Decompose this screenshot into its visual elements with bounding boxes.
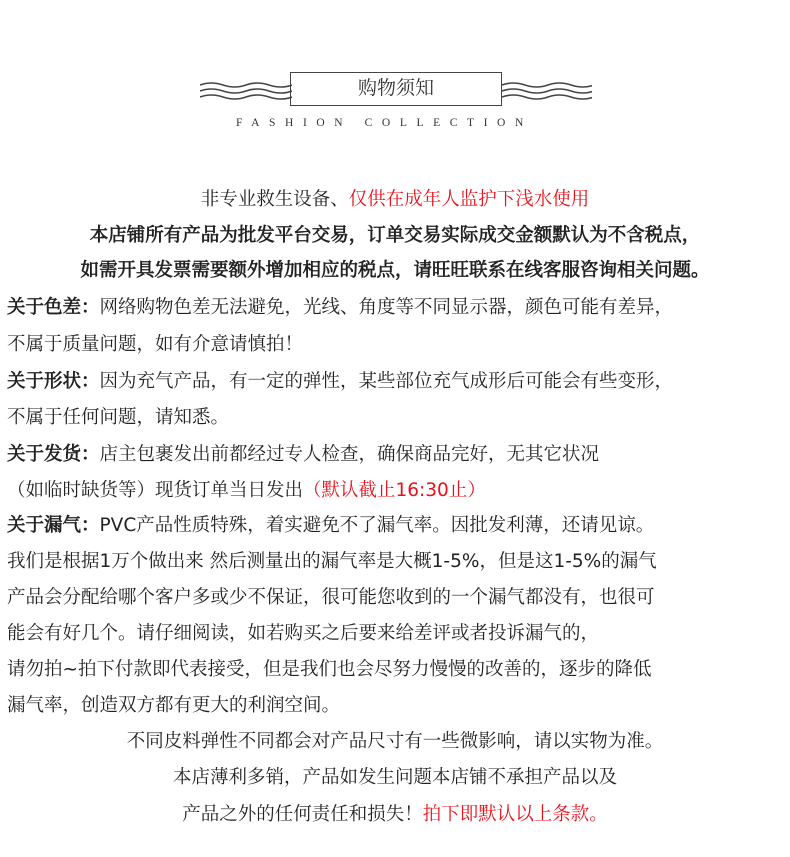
notice-heading: 如需开具发票需要额外增加相应的税点，请旺旺联系在线客服咨询相关问题。 (80, 260, 710, 281)
notice-heading: 关于漏气： (7, 515, 100, 536)
notice-highlight: （默认截止16:30止） (303, 480, 486, 501)
notice-highlight: 仅供在成年人监护下浅水使用 (348, 189, 590, 210)
notice-text: 我们是根据1万个做出来 然后测量出的漏气率是大概1-5%，但是这1-5%的漏气 (7, 551, 657, 572)
notice-text: 不同皮料弹性不同都会对产品尺寸有一些微影响，请以实物为准。 (126, 731, 664, 752)
left-wave-decoration (200, 80, 292, 104)
notice-line (0, 766, 790, 790)
notice-text: 漏气率，创造双方都有更大的利润空间。 (7, 695, 341, 716)
notice-text: 因为充气产品，有一定的弹性，某些部位充气成形后可能会有些变形， (99, 371, 674, 392)
notice-heading: 关于色差： (7, 297, 100, 318)
notice-line (0, 803, 790, 827)
section-title: 购物须知 (290, 72, 502, 106)
notice-line (0, 730, 790, 754)
notice-text: 本店薄利多销，产品如发生问题本店铺不承担产品以及 (172, 767, 617, 788)
notice-line (7, 514, 654, 538)
notice-text: PVC产品性质特殊，着实避免不了漏气率。因批发利薄，还请见谅。 (99, 515, 655, 536)
notice-line (7, 586, 655, 610)
notice-line (7, 370, 673, 394)
notice-heading: 关于发货： (7, 444, 100, 465)
section-subtitle: FASHION COLLECTION (236, 117, 533, 129)
notice-heading: 关于形状： (7, 371, 100, 392)
notice-line (7, 406, 229, 430)
notice-line (7, 622, 599, 646)
notice-text: 能会有好几个。请仔细阅读，如若购买之后要来给差评或者投诉漏气的， (7, 623, 600, 644)
notice-line (0, 188, 790, 212)
notice-text: 产品会分配给哪个客户多或少不保证，很可能您收到的一个漏气都没有，也很可 (7, 587, 655, 608)
notice-highlight: 拍下即默认以上条款。 (422, 804, 608, 825)
notice-text: 产品之外的任何责任和损失！ (182, 804, 423, 825)
notice-line (7, 658, 652, 682)
notice-line (7, 296, 673, 320)
notice-line (7, 443, 599, 467)
notice-line (7, 333, 303, 357)
notice-text: 非专业救生设备、 (200, 189, 349, 210)
right-wave-decoration (502, 80, 592, 104)
notice-text: 请勿拍~拍下付款即代表接受，但是我们也会尽努力慢慢的改善的，逐步的降低 (7, 659, 652, 680)
notice-line (7, 550, 657, 574)
notice-text: （如临时缺货等）现货订单当日发出 (7, 480, 304, 501)
notice-line (0, 259, 790, 283)
notice-text: 店主包裹发出前都经过专人检查，确保商品完好，无其它状况 (99, 444, 600, 465)
notice-text: 不属于质量问题，如有介意请慎拍！ (7, 334, 304, 355)
notice-text: 不属于任何问题，请知悉。 (7, 407, 230, 428)
notice-heading: 本店铺所有产品为批发平台交易，订单交易实际成交金额默认为不含税点， (89, 225, 701, 246)
notice-line (7, 479, 486, 503)
notice-text: 网络购物色差无法避免，光线、角度等不同显示器，颜色可能有差异， (99, 297, 674, 318)
notice-line (7, 694, 340, 718)
notice-line (0, 224, 790, 248)
